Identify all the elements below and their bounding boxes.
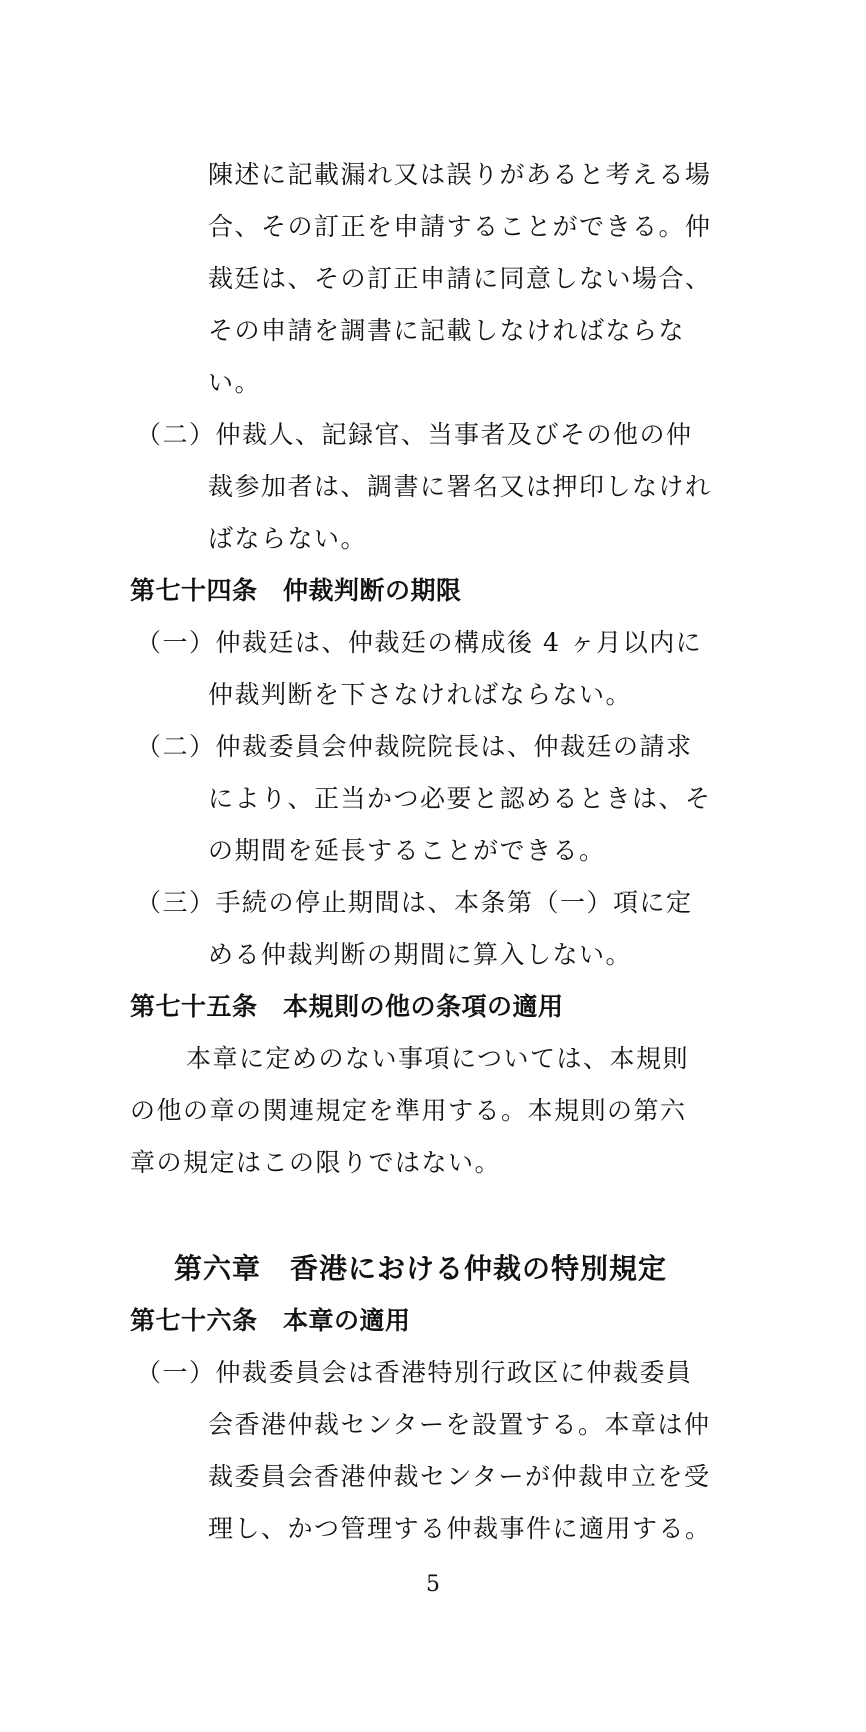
- body-text-line: の期間を延長することができる。: [208, 836, 606, 865]
- body-text-line: める仲裁判断の期間に算入しない。: [208, 940, 633, 969]
- body-text-line: 裁参加者は、調書に署名又は押印しなけれ: [208, 472, 712, 501]
- body-text-line: 陳述に記載漏れ又は誤りがあると考える場: [208, 160, 712, 189]
- body-text-line: 裁委員会香港仲裁センターが仲裁申立を受: [208, 1462, 711, 1491]
- clause-item: （二）仲裁委員会仲裁院院長は、仲裁廷の請求: [136, 732, 693, 761]
- body-text-line: い。: [208, 368, 262, 397]
- body-text-line: 会香港仲裁センターを設置する。本章は仲: [208, 1410, 711, 1439]
- body-text-line: 理し、かつ管理する仲裁事件に適用する。: [208, 1514, 712, 1543]
- article-heading: 第七十四条 仲裁判断の期限: [130, 576, 462, 605]
- body-text-line: 本章に定めのない事項については、本規則: [186, 1044, 690, 1073]
- clause-item: （三）手続の停止期間は、本条第（一）項に定: [136, 888, 693, 917]
- article-heading: 第七十六条 本章の適用: [130, 1306, 411, 1335]
- clause-item: （二）仲裁人、記録官、当事者及びその他の仲: [136, 420, 693, 449]
- chapter-heading: 第六章 香港における仲裁の特別規定: [174, 1252, 668, 1285]
- body-text-line: の他の章の関連規定を準用する。本規則の第六: [130, 1096, 687, 1125]
- body-text-line: 合、その訂正を申請することができる。仲: [208, 212, 712, 241]
- body-text-line: ばならない。: [208, 524, 368, 553]
- body-text-line: 裁廷は、その訂正申請に同意しない場合、: [208, 264, 712, 293]
- body-text-line: その申請を調書に記載しなければならな: [208, 316, 686, 345]
- article-heading: 第七十五条 本規則の他の条項の適用: [130, 992, 564, 1021]
- page-number: 5: [426, 1572, 440, 1597]
- clause-item: （一）仲裁委員会は香港特別行政区に仲裁委員: [136, 1358, 693, 1387]
- body-text-line: により、正当かつ必要と認めるときは、そ: [208, 784, 712, 813]
- clause-item: （一）仲裁廷は、仲裁廷の構成後 4 ヶ月以内に: [136, 628, 703, 657]
- body-text-line: 仲裁判断を下さなければならない。: [208, 680, 633, 709]
- body-text-line: 章の規定はこの限りではない。: [130, 1148, 502, 1177]
